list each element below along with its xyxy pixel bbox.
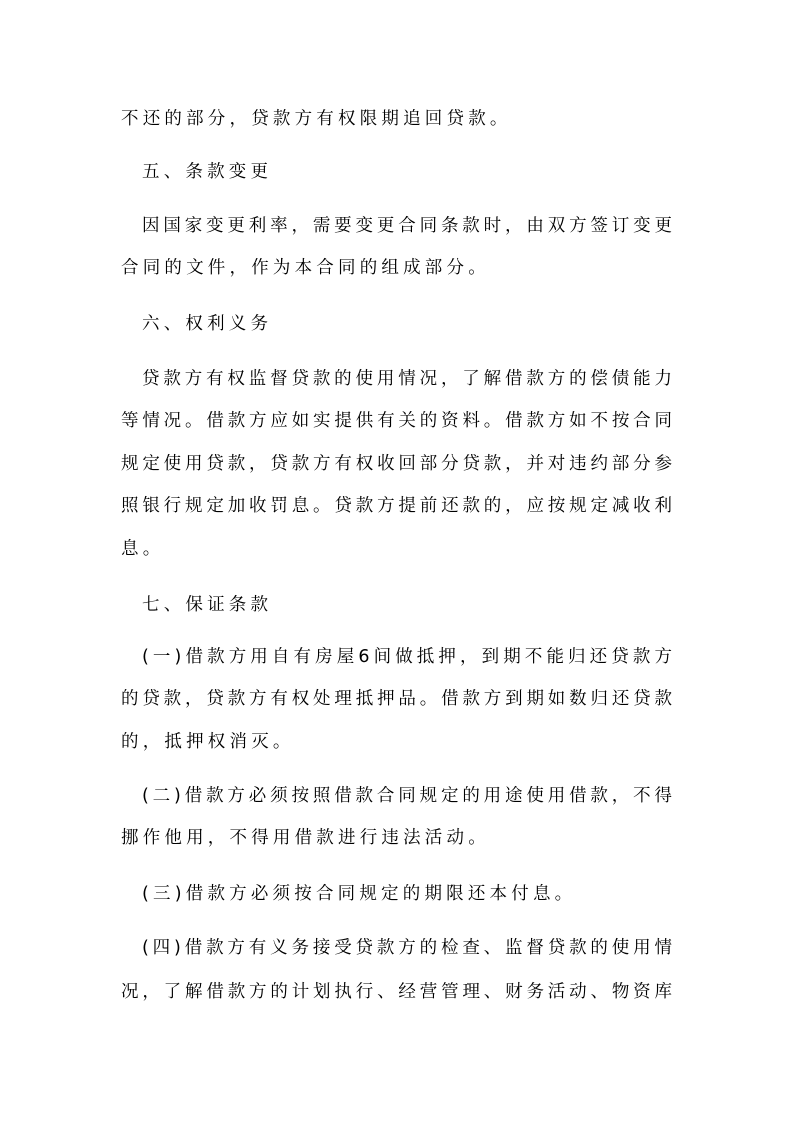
paragraph-line: 息。 [121,539,165,559]
clause-1-line: 的贷款，贷款方有权处理抵押品。借款方到期如数归还贷款 [121,689,672,709]
paragraph-line: 合同的文件，作为本合同的组成部分。 [121,258,490,278]
clause-4-line: 况，了解借款方的计划执行、经营管理、财务活动、物资库 [121,982,672,1002]
clause-3-line: (三)借款方必须按合同规定的期限还本付息。 [142,884,577,904]
paragraph-line: 等情况。借款方应如实提供有关的资料。借款方如不按合同 [121,411,672,431]
section-heading-6: 六、权利义务 [142,314,273,334]
paragraph-line: 不还的部分，贷款方有权限期追回贷款。 [121,109,512,129]
clause-2-line: 挪作他用，不得用借款进行违法活动。 [121,828,490,848]
paragraph-line: 因国家变更利率，需要变更合同条款时，由双方签订变更 [142,216,672,236]
section-heading-7: 七、保证条款 [142,595,273,615]
paragraph-line: 规定使用贷款，贷款方有权收回部分贷款，并对违约部分参 [121,454,672,474]
clause-1-line: 的，抵押权消灭。 [121,732,295,752]
paragraph-line: 贷款方有权监督贷款的使用情况，了解借款方的偿债能力 [142,369,672,389]
clause-1-line: (一)借款方用自有房屋6间做抵押，到期不能归还贷款方 [142,647,672,667]
clause-4-line: (四)借款方有义务接受贷款方的检查、监督贷款的使用情 [142,938,672,958]
paragraph-line: 照银行规定加收罚息。贷款方提前还款的，应按规定减收利 [121,496,672,516]
clause-2-line: (二)借款方必须按照借款合同规定的用途使用借款，不得 [142,786,672,806]
section-heading-5: 五、条款变更 [142,162,273,182]
